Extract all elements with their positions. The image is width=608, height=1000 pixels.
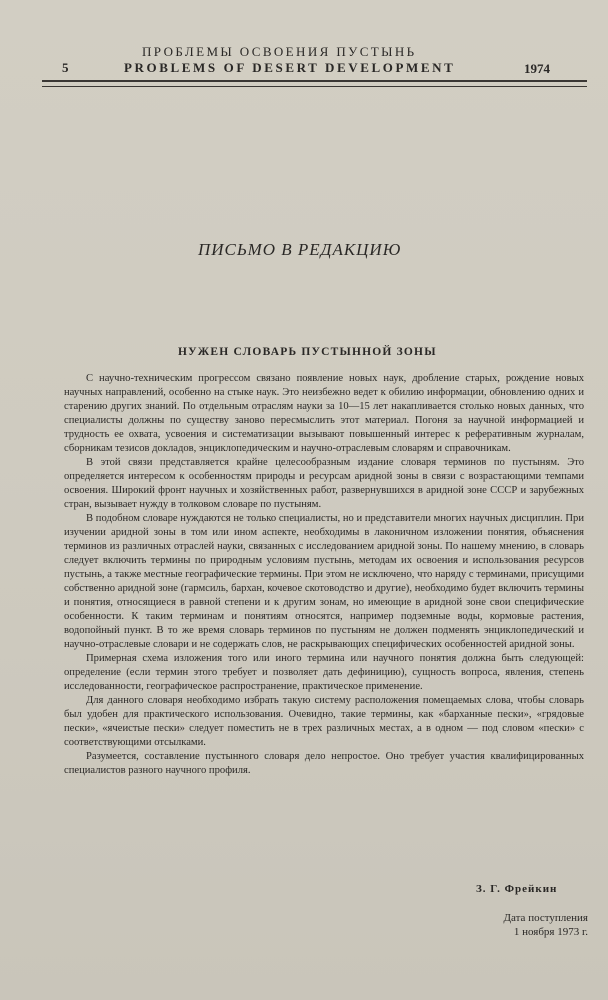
- article-title: НУЖЕН СЛОВАРЬ ПУСТЫННОЙ ЗОНЫ: [178, 346, 437, 358]
- paragraph: В этой связи представляется крайне целесообразным издание словаря терминов по пустыням. Это определяется интересом к особенностям природы и ресурсам аридной зоны в связи с возрастающими темпами освоения. Широкий фронт научных и хозяйственных работ, развернувшихся в аридной зоне СССР и зарубежных стран, вызывает нужду в толковом словаре по пустыням.: [64, 457, 584, 510]
- issue-number: 5: [62, 60, 69, 75]
- author-signature: З. Г. Фрейкин: [476, 883, 558, 895]
- header-rule-thin: [42, 86, 587, 87]
- paragraph: С научно-техническим прогрессом связано появление новых наук, дробление старых, рождение новых научных направлений, особенно на стыке наук. Это неизбежно ведет к обилию информации, обновлению одних и старению других знаний. По отдельным отраслям науки за 10—15 лет накапливается столько новых данных, что специалисты должны по существу заново пересмыслить этот материал. Погоня за научной информацией и трудность ее охвата, усвоения и систематизации вызывают повышенный интерес к реферативным журналам, сборникам тезисов докладов, энциклопедическим и научно-отраслевым словарям и справочникам.: [64, 373, 584, 454]
- received-date-value: 1 ноября 1973 г.: [513, 926, 588, 938]
- article-body: [64, 372, 584, 778]
- page-header: [0, 0, 608, 100]
- paragraph: Разумеется, составление пустынного словаря дело непростое. Оно требует участия квалифицированных специалистов разного научного профиля.: [64, 751, 584, 776]
- paragraph: Для данного словаря необходимо избрать такую систему расположения помещаемых слова, чтобы словарь был удобен для практического использования. Очевидно, такие термины, как «барханные пески», «грядовые пески», «ячеистые пески» следует поместить не в трех различных местах, а в одном — под словом «пески» с соответствующими отсылками.: [64, 695, 584, 748]
- journal-title-english: PROBLEMS OF DESERT DEVELOPMENT: [124, 60, 456, 75]
- header-rule-thick: [42, 80, 587, 82]
- journal-title-russian: ПРОБЛЕМЫ ОСВОЕНИЯ ПУСТЫНЬ: [142, 44, 417, 59]
- paragraph: В подобном словаре нуждаются не только специалисты, но и представители многих научных дисциплин. При изучении аридной зоны в том или ином аспекте, необходимы в лаконичном изложении понятия, объяснения терминов из различных отраслей науки, связанных с исследованием аридной зоны. По нашему мнению, в словарь следует включить термины по природным условиям пустынь, методам их освоения и использования ресурсов пустынь, а также местные географические термины. При этом не исключено, что наряду с терминами, присущими собственно аридной зоне (гармсиль, бархан, кочевое скотоводство и другие), необходимо будет включить термины и понятия, относящиеся в равной степени и к другим зонам, но имеющие в аридной зоне свои специфические особенности. К таким терминам и понятиям относятся, например подземные воды, кормовые растения, водопойный пункт. В то же время словарь терминов по пустыням не должен подменять энциклопедический и научно-отраслевые словари и не содержать слов, не раскрывающих специфических особенностей аридной зоны.: [64, 513, 584, 650]
- section-title: ПИСЬМО В РЕДАКЦИЮ: [198, 240, 402, 259]
- issue-year: 1974: [524, 61, 550, 76]
- received-date-label: Дата поступления: [503, 912, 588, 924]
- paragraph: Примерная схема изложения того или иного термина или научного понятия должна быть следующей: определение (если термин этого требует и позволяет дать дефиницию), сущность вопроса, явления, степень исследованности, географическое распространение, практическое применение.: [64, 653, 584, 692]
- received-date: [478, 911, 588, 939]
